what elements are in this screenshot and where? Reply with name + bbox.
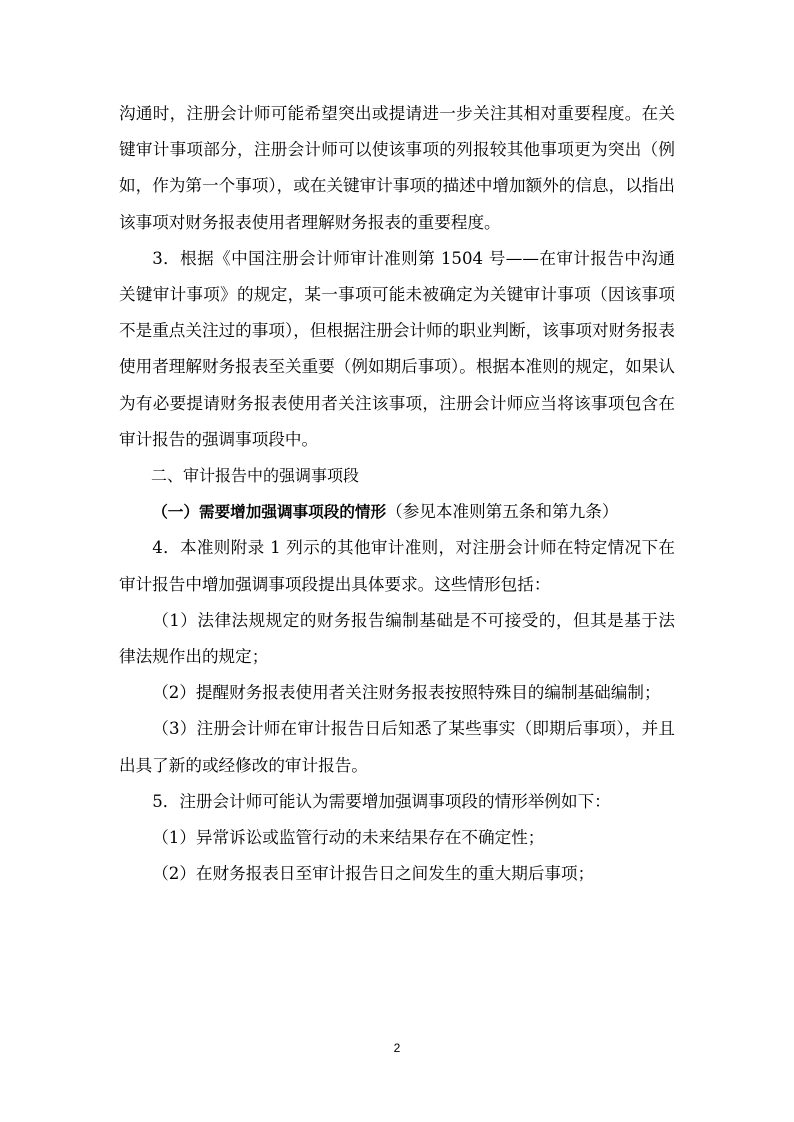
list-item-4-2: （2）提醒财务报表使用者关注财务报表按照特殊目的编制基础编制； (152, 683, 661, 703)
paragraph-5: 5．注册会计师可能认为需要增加强调事项段的情形举例如下： (152, 791, 611, 811)
list-item-4-1: （1）法律法规规定的财务报告编制基础是不可接受的，但其是基于法律法规作出的规定； (119, 610, 675, 667)
list-item-5-1: （1）异常诉讼或监管行动的未来结果存在不确定性； (152, 828, 545, 848)
section-heading: 二、审计报告中的强调事项段 (151, 466, 360, 486)
list-item-5-2: （2）在财务报表日至审计报告日之间发生的重大期后事项； (152, 864, 595, 884)
document-body (119, 96, 675, 892)
subsection-heading (119, 494, 675, 530)
paragraph-3: 3．根据《中国注册会计师审计准则第 1504 号——在审计报告中沟通关键审计事项》的规定，某一事项可能未被确定为关键审计事项（因该事项不是重点关注过的事项），但根据注册会计师的职业判断，该事项对财务报表使用者理解财务报表至关重要（例如期后事项）。根据本准则的规定，如果认为有必要提请财务报表使用者关注该事项，注册会计师应当将该事项包含在审计报告的强调事项段中。 (119, 248, 675, 449)
paragraph-continued: 沟通时，注册会计师可能希望突出或提请进一步关注其相对重要程度。在关键审计事项部分，注册会计师可以使该事项的列报较其他事项更为突出（例如，作为第一个事项），或在关键审计事项的描述中增加额外的信息，以指出该事项对财务报表使用者理解财务报表的重要程度。 (119, 104, 675, 232)
paragraph-4: 4．本准则附录 1 列示的其他审计准则，对注册会计师在特定情况下在审计报告中增加强调事项段提出具体要求。这些情形包括： (119, 538, 675, 594)
list-item-4-3: （3）注册会计师在审计报告日后知悉了某些事实（即期后事项），并且出具了新的或经修改的审计报告。 (119, 719, 675, 775)
subsection-heading-reference: （参见本准则第五条和第九条） (386, 502, 619, 522)
page-number: 2 (393, 1041, 401, 1055)
subsection-heading-title: （一）需要增加强调事项段的情形 (152, 503, 387, 522)
